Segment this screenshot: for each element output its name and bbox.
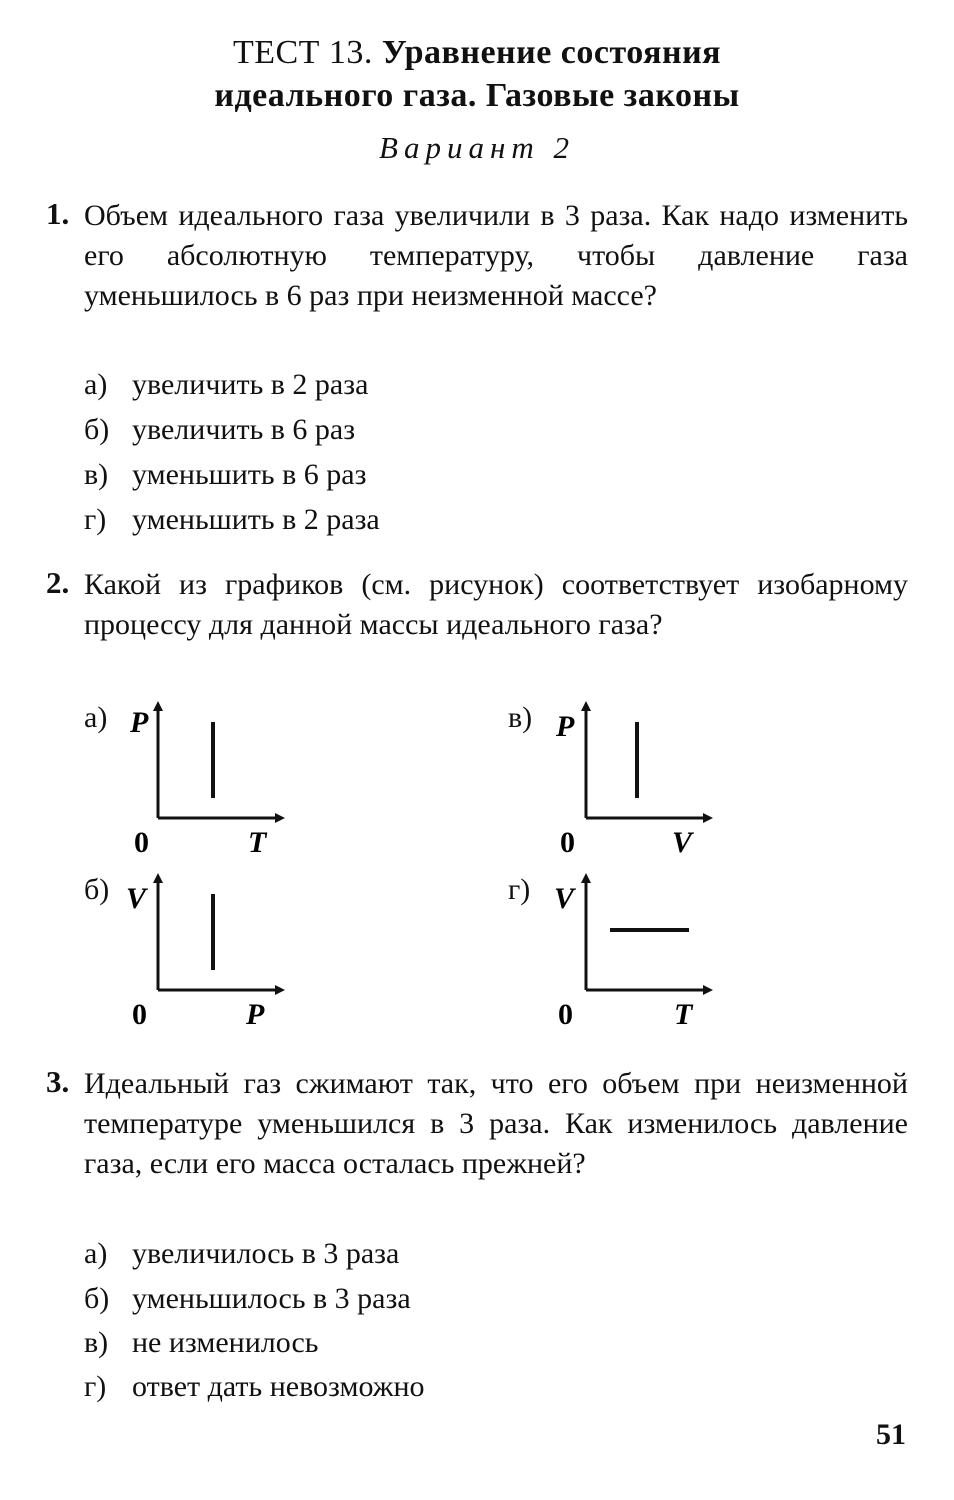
y-axis-label: P [130, 706, 149, 739]
option-text: увеличить в 6 раз [132, 413, 356, 446]
option-letter: б) [84, 413, 110, 446]
variant-heading: Вариант 2 [379, 130, 575, 165]
option-letter: г) [84, 503, 107, 536]
option-letter: а) [84, 368, 108, 401]
origin-label: 0 [134, 826, 149, 859]
test-title-prefix: ТЕСТ 13. [232, 34, 373, 71]
option-letter: в) [84, 1326, 109, 1359]
option-text: ответ дать невозможно [132, 1370, 425, 1403]
question-1-text: Объем идеального газа увеличили в 3 раза. Как надо изменить его абсолютную температуру, чтобы давление газа уменьшилось в 6 раз при неизменной массе? [84, 199, 908, 312]
graph-v [548, 700, 718, 860]
question-1-option-g [84, 500, 380, 540]
option-text: увеличилось в 3 раза [132, 1237, 400, 1270]
test-title-line-2: идеального газа. Газовые законы [214, 77, 740, 114]
origin-label: 0 [558, 998, 573, 1031]
option-text: не изменилось [132, 1326, 319, 1359]
graph-a [120, 700, 290, 860]
x-axis-label: V [672, 826, 693, 859]
question-3-text: Идеальный газ сжимают так, что его объем при неизменной температуре уменьшился в 3 раза. Как изменилось давление газа, если его масса осталась прежней? [84, 1067, 908, 1180]
x-axis-label: P [246, 998, 265, 1031]
graph-v-label: в) [508, 701, 533, 734]
question-3-number: 3. [46, 1064, 70, 1099]
question-2-number: 2. [46, 565, 70, 600]
option-text: увеличить в 2 раза [132, 368, 369, 401]
origin-label: 0 [132, 998, 147, 1031]
option-text: уменьшить в 2 раза [132, 503, 380, 536]
question-1-number: 1. [46, 196, 70, 231]
test-title-main: Уравнение состояния [381, 34, 722, 71]
option-text: уменьшить в 6 раз [132, 458, 367, 491]
option-letter: а) [84, 1237, 108, 1270]
question-3-option-b [84, 1279, 411, 1319]
y-axis-label: V [554, 882, 575, 915]
question-2-text: Какой из графиков (см. рисунок) соответствует изобарному процессу для данной массы идеального газа? [84, 568, 908, 641]
question-1-option-b [84, 410, 355, 450]
option-text: уменьшилось в 3 раза [132, 1282, 411, 1315]
option-letter: г) [84, 1370, 107, 1403]
question-1-option-a [84, 365, 368, 405]
graph-b-label: б) [84, 873, 110, 906]
question-3-option-v [84, 1323, 318, 1363]
question-1-option-v [84, 455, 366, 495]
question-3-option-a [84, 1234, 399, 1274]
page-number: 51 [876, 1418, 906, 1451]
x-axis-label: T [248, 826, 267, 859]
option-letter: в) [84, 458, 109, 491]
question-3-option-g [84, 1367, 425, 1407]
graph-b [120, 872, 290, 1032]
graph-g [548, 872, 718, 1032]
origin-label: 0 [560, 826, 575, 859]
y-axis-label: V [126, 882, 147, 915]
y-axis-label: P [556, 710, 575, 743]
test-title-line-1 [0, 34, 954, 72]
x-axis-label: T [674, 998, 693, 1031]
graph-g-label: г) [508, 873, 531, 906]
option-letter: б) [84, 1282, 110, 1315]
graph-a-label: а) [84, 701, 108, 734]
